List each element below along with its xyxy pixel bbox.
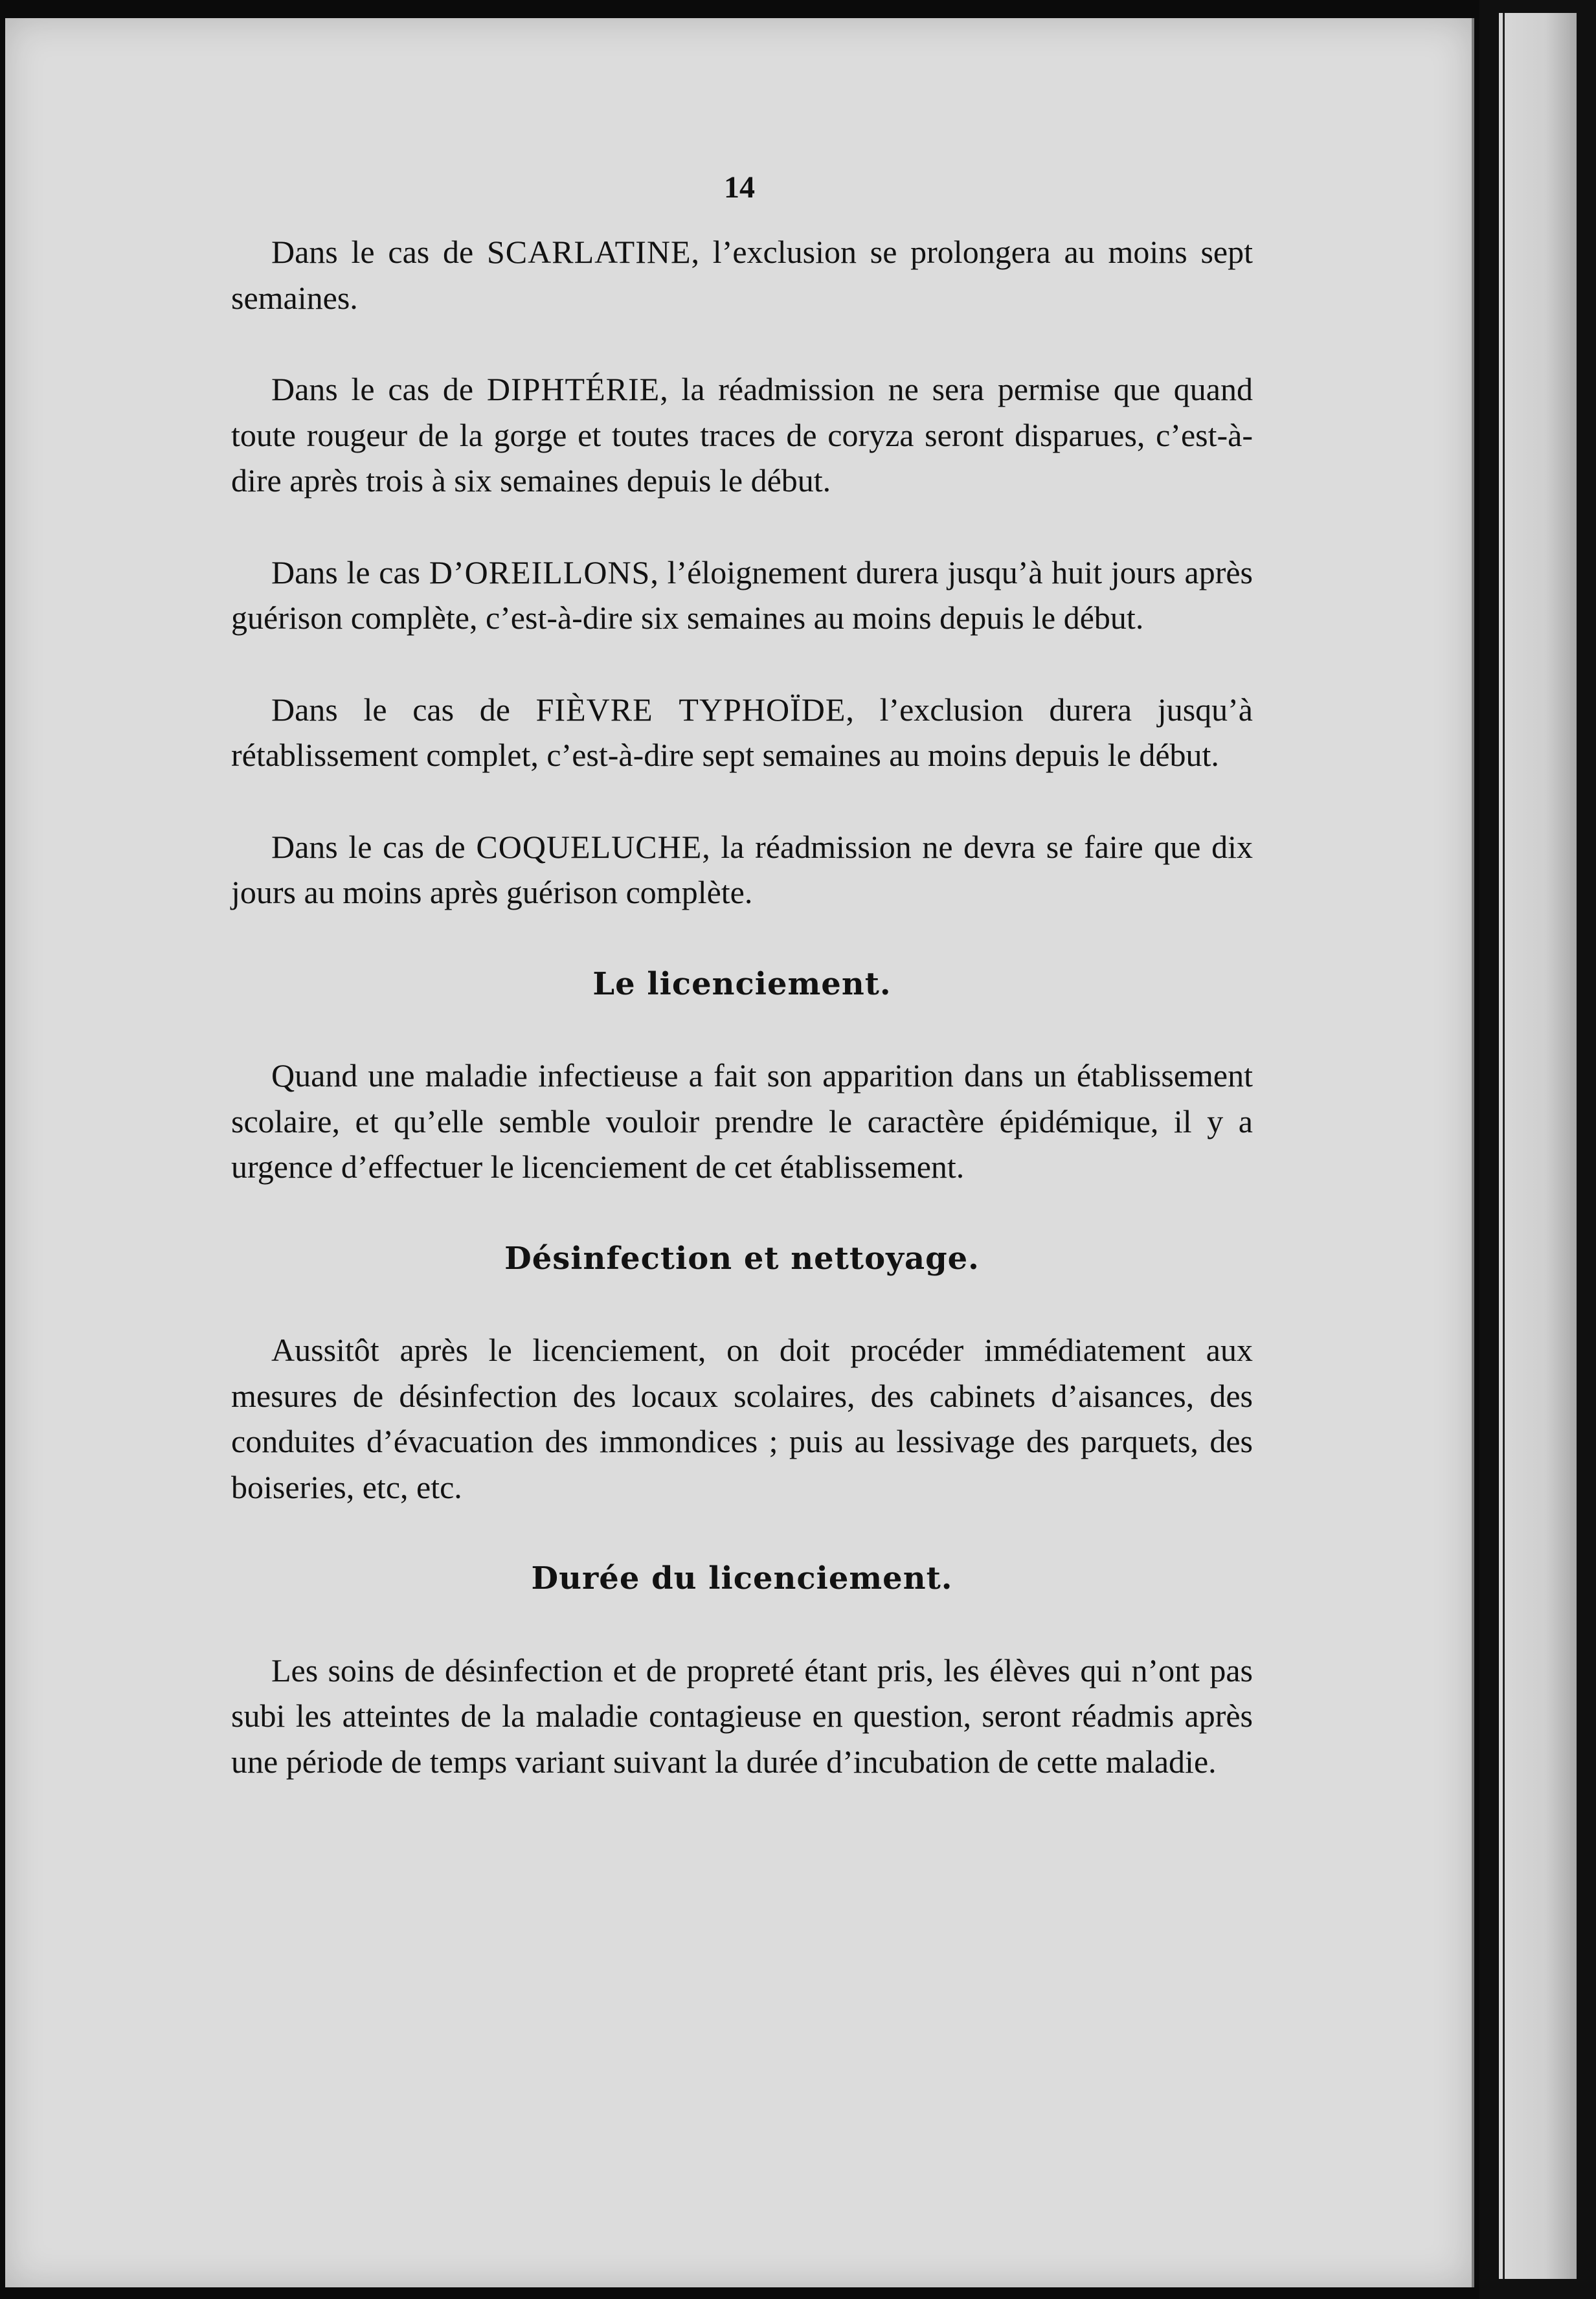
paragraph-licenciement: Quand une maladie infectieuse a fait son apparition dans un établissement scolaire, et qu’elle semble vouloir prendre le caractère épidémique, il y a urgence d’effectuer le licenciement de cet établissement.: [231, 1057, 1253, 1185]
scan-border-top: [0, 0, 1596, 18]
heading-desinfection: Désinfection et nettoyage.: [504, 1240, 980, 1277]
disease-name: COQUELUCHE: [476, 828, 702, 865]
disease-name: FIÈVRE TYPHOÏDE: [535, 691, 846, 728]
paragraph-scarlatine: Dans le cas de SCARLATINE, l’exclusion se prolongera au moins sept semaines.: [231, 234, 1253, 316]
paragraph-coqueluche: Dans le cas de COQUELUCHE, la réadmission ne devra se faire que dix jours au moins après guérison complète.: [231, 828, 1253, 910]
paragraph-desinfection: Aussitôt après le licenciement, on doit procéder immédiatement aux mesures de désinfection des locaux scolaires, des cabinets d’aisances, des conduites d’évacuation des immondices ; puis au lessivage des parquets, des boiseries, etc, etc.: [231, 1332, 1253, 1505]
paragraph-oreillons: Dans le cas D’OREILLONS, l’éloignement durera jusqu’à huit jours après guérison complète, c’est-à-dire six semaines au moins depuis le début.: [231, 554, 1253, 636]
document-body: [231, 229, 1253, 1784]
heading-duree: Durée du licenciement.: [531, 1560, 953, 1597]
disease-name: SCARLATINE: [486, 234, 691, 270]
book-page-edge: [1479, 0, 1596, 2299]
heading-licenciement: Le licenciement.: [592, 965, 892, 1002]
disease-name: DIPHTÉRIE: [486, 371, 660, 407]
page-number: 14: [724, 170, 755, 205]
paragraph-diphterie: Dans le cas de DIPHTÉRIE, la réadmission ne sera permise que quand toute rougeur de la gorge et toutes traces de coryza seront disparues, c’est-à-dire après trois à six semaines depuis le début.: [231, 371, 1253, 499]
disease-name: D’OREILLONS: [429, 554, 651, 590]
paragraph-fievre-typhoide: Dans le cas de FIÈVRE TYPHOÏDE, l’exclusion durera jusqu’à rétablissement complet, c’est-à-dire sept semaines au moins depuis le début.: [231, 691, 1253, 773]
paragraph-duree: Les soins de désinfection et de propreté étant pris, les élèves qui n’ont pas subi les atteintes de la maladie contagieuse en question, seront réadmis après une période de temps variant suivant la durée d’incubation de cette maladie.: [231, 1652, 1253, 1780]
